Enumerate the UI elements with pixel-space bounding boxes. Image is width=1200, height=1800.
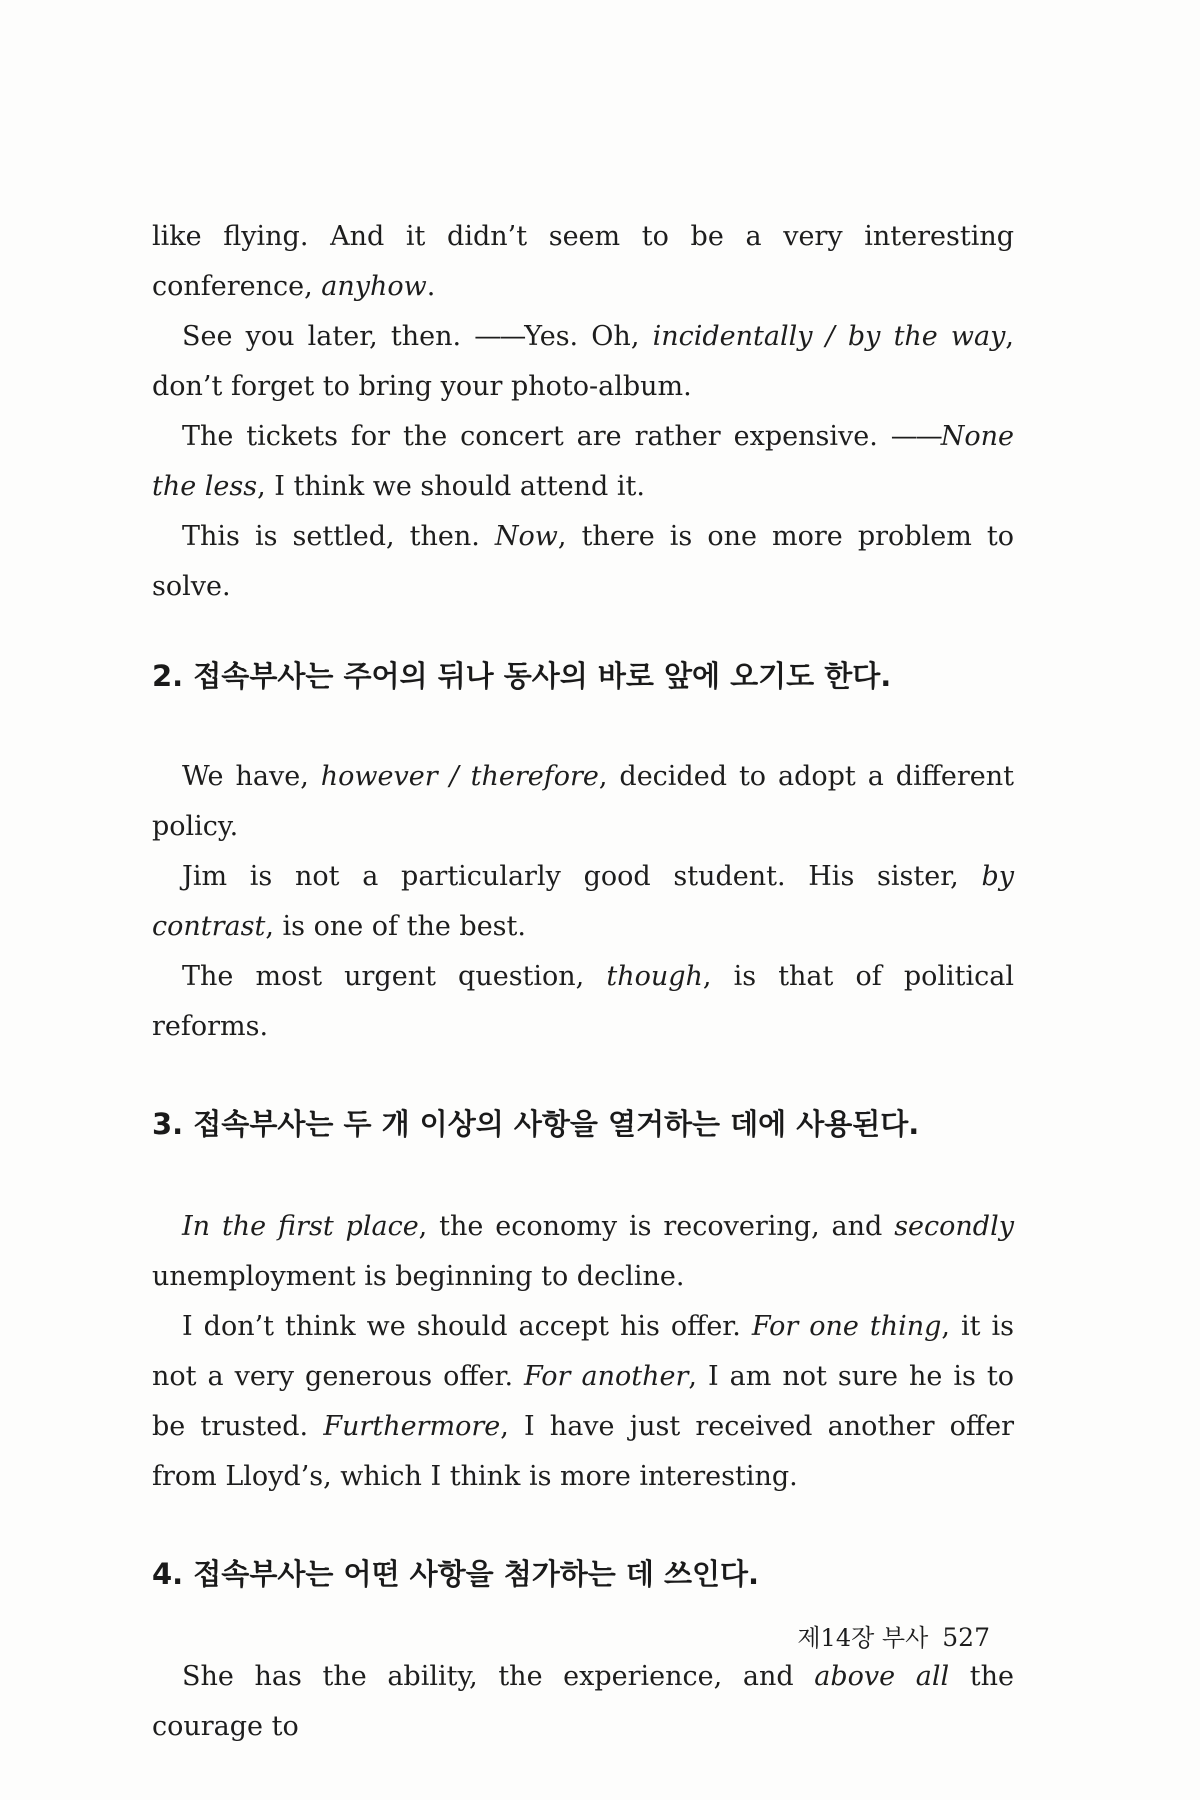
text-run: . (426, 271, 436, 302)
page-body (152, 212, 1014, 1752)
text-run: , I have just received another offer from Lloyd’s, which I think is more interesting. (152, 1411, 1014, 1492)
text-run: , is one of the best. (265, 911, 526, 942)
section-heading-2: 2. 접속부사는 주어의 뒤나 동사의 바로 앞에 오기도 한다. (152, 659, 892, 693)
example-adverb: secondly (894, 1211, 1014, 1242)
page-footer (770, 1618, 990, 1653)
text-run: Yes. Oh, (524, 321, 653, 352)
chapter-label: 제14장 부사 (797, 1624, 929, 1652)
text-run: the courage to (152, 1661, 1014, 1742)
example-adverb: None the less (152, 421, 1014, 502)
text-run: We have, (182, 761, 321, 792)
text-run: I don’t think we should accept his offer. (182, 1311, 752, 1342)
example-adverb: For one thing (751, 1311, 942, 1342)
example-adverb: above all (814, 1661, 950, 1692)
text-run: , it is not a very generous offer. (152, 1311, 1014, 1392)
paragraph-none-the-less (152, 412, 1014, 512)
text-run: , the economy is recovering, and (418, 1211, 895, 1242)
text-run: , I am not sure he is to be trusted. (152, 1361, 1015, 1442)
paragraph-incidentally (152, 312, 1014, 412)
text-run: Jim is not a particularly good student. His sister, (182, 861, 982, 892)
text-run: The tickets for the concert are rather expensive. (182, 421, 891, 452)
paragraph-by-contrast (152, 852, 1014, 952)
section-heading-3: 3. 접속부사는 두 개 이상의 사항을 열거하는 데에 사용된다. (152, 1107, 920, 1141)
example-adverb: For another (524, 1361, 689, 1392)
example-adverb: Furthermore (323, 1411, 501, 1442)
text-run: unemployment is beginning to decline. (152, 1261, 685, 1292)
text-run: , there is one more problem to solve. (152, 521, 1015, 602)
example-adverb: however / therefore (320, 761, 599, 792)
example-adverb: anyhow (321, 271, 427, 302)
section-heading-4: 4. 접속부사는 어떤 사항을 첨가하는 데 쓰인다. (152, 1557, 760, 1591)
text-run: The most urgent question, (182, 961, 607, 992)
text-run: like flying. And it didn’t seem to be a very interesting conference, (152, 221, 1014, 302)
example-adverb: In the first place (182, 1211, 419, 1242)
example-adverb: by contrast (152, 861, 1014, 942)
example-adverb: incidentally / by the way (652, 321, 1006, 352)
example-adverb: Now (494, 521, 558, 552)
paragraph-above-all (152, 1652, 1014, 1752)
em-dash: —— (474, 321, 525, 352)
text-run: This is settled, then. (182, 521, 495, 552)
paragraph-however (152, 752, 1014, 852)
paragraph-first-place (152, 1202, 1014, 1302)
text-run: See you later, then. (182, 321, 475, 352)
paragraph-for-one-thing (152, 1302, 1014, 1502)
text-run: , don’t forget to bring your photo-album. (152, 321, 1014, 402)
paragraph-though (152, 952, 1014, 1052)
page-number: 527 (942, 1623, 990, 1652)
example-adverb: though (606, 961, 703, 992)
text-run: , decided to adopt a different policy. (152, 761, 1014, 842)
em-dash: —— (890, 421, 941, 452)
text-run: , is that of political reforms. (152, 961, 1014, 1042)
text-run: , I think we should attend it. (257, 471, 645, 502)
text-run: She has the ability, the experience, and (182, 1661, 815, 1692)
paragraph-now (152, 512, 1014, 612)
paragraph-anyhow (152, 212, 1014, 312)
